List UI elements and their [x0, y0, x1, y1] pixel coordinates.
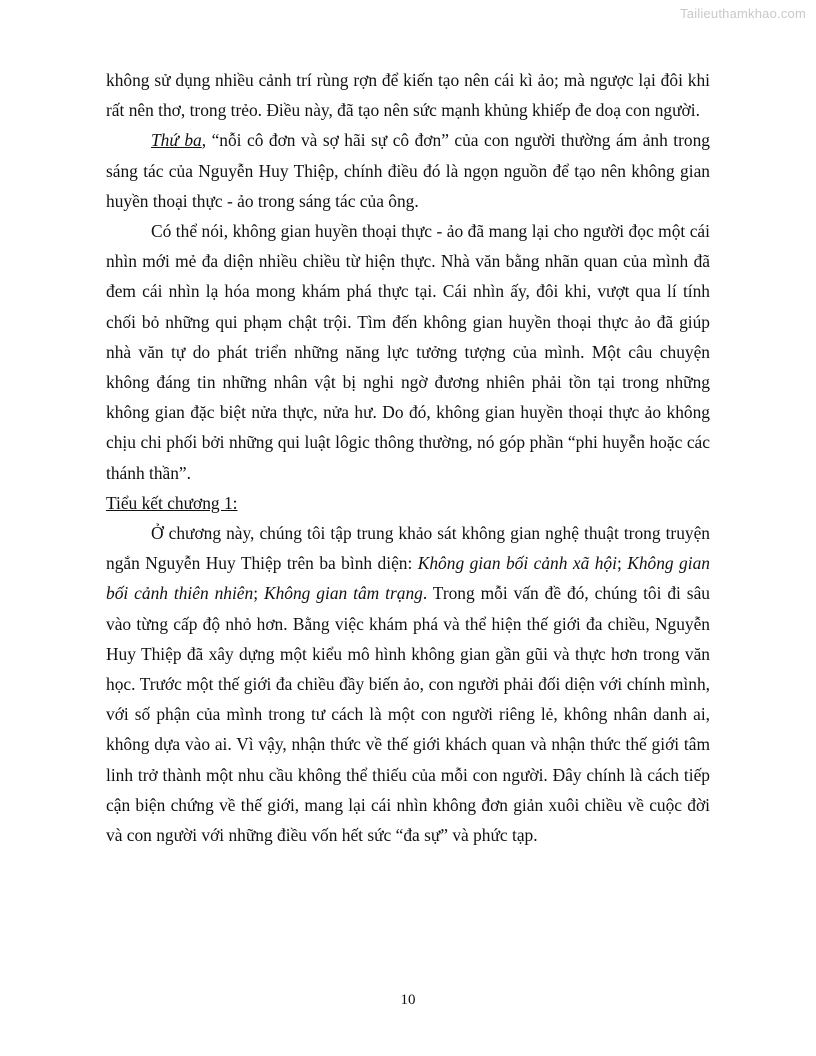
summary-italic-term: Không gian tâm trạng: [263, 583, 423, 604]
paragraph-text: , “nỗi cô đơn và sợ hãi sự cô đơn” của con người thường ám ảnh trong sáng tác của Nguyễn Huy Thiệp, chính điều đó là ngọn nguồn để tạo nên không gian huyền thoại thực - ảo trong sáng tác của ông.: [106, 130, 710, 211]
summary-italic-term: Không gian bối cảnh thiên nhiên: [106, 553, 710, 604]
page-number: 10: [400, 992, 416, 1008]
paragraph-co-the-noi: Có thể nói, không gian huyền thoại thực - ảo đã mang lại cho người đọc một cái nhìn mới mẻ đa diện nhiều chiều từ hiện thực. Nhà văn bằng nhãn quan của mình đã đem cái nhìn lạ hóa mong khám phá thực tại. Cái nhìn ấy, đôi khi, vượt qua lí tính chối bỏ những qui phạm chật trội. Tìm đến không gian huyền thoại thực ảo đã giúp nhà văn tự do phát triển những năng lực tưởng tượng của mình. Một câu chuyện không đáng tin những nhân vật bị nghi ngờ đương nhiên phải tồn tại trong những không gian đặc biệt nửa thực, nửa hư. Do đó, không gian huyền thoại thực ảo không chịu chi phối bởi những qui luật lôgic thông thường, nó góp phần “phi huyễn hoặc các thánh thần”.: [106, 221, 710, 483]
summary-text: ;: [253, 583, 264, 604]
watermark: Tailieuthamkhao.com: [680, 6, 806, 21]
paragraph-summary: [106, 518, 710, 850]
document-body: [106, 65, 710, 850]
section-heading-text: Tiểu kết chương 1:: [106, 492, 238, 513]
summary-text: ;: [616, 553, 628, 574]
paragraph-lead-italic: Thứ ba: [151, 130, 202, 151]
summary-text: . Trong mỗi vấn đề đó, chúng tôi đi sâu vào từng cấp độ nhỏ hơn. Bằng việc khám phá và thể hiện thế giới đa chiều, Nguyễn Huy Thiệp đã xây dựng một kiểu mô hình không gian gần gũi và thực hơn trong văn học. Trước một thế giới đa chiều đầy biến ảo, con người phải đối diện với chính mình, với số phận của mình trong tư cách là một con người riêng lẻ, không nhân danh ai, không dựa vào ai. Vì vậy, nhận thức về thế giới khách quan và nhận thức thế giới tâm linh trở thành một nhu cầu không thể thiếu của mỗi con người. Đây chính là cách tiếp cận biện chứng về thế giới, mang lại cái nhìn không đơn giản xuôi chiều về cuộc đời và con người với những điều vốn hết sức “đa sự” và phức tạp.: [106, 583, 710, 846]
paragraph-continuation: không sử dụng nhiều cảnh trí rùng rợn để kiến tạo nên cái kì ảo; mà ngược lại đôi khi rất nên thơ, trong trẻo. Điều này, đã tạo nên sức mạnh khủng khiếp đe doạ con người.: [106, 70, 710, 121]
paragraph-thu-ba: [106, 125, 710, 216]
summary-italic-term: Không gian bối cảnh xã hội: [417, 553, 617, 574]
summary-text: Ở chương này, chúng tôi tập trung khảo sát không gian nghệ thuật trong truyện ngắn Nguyễn Huy Thiệp trên ba bình diện:: [106, 523, 710, 574]
section-heading: [106, 488, 710, 518]
